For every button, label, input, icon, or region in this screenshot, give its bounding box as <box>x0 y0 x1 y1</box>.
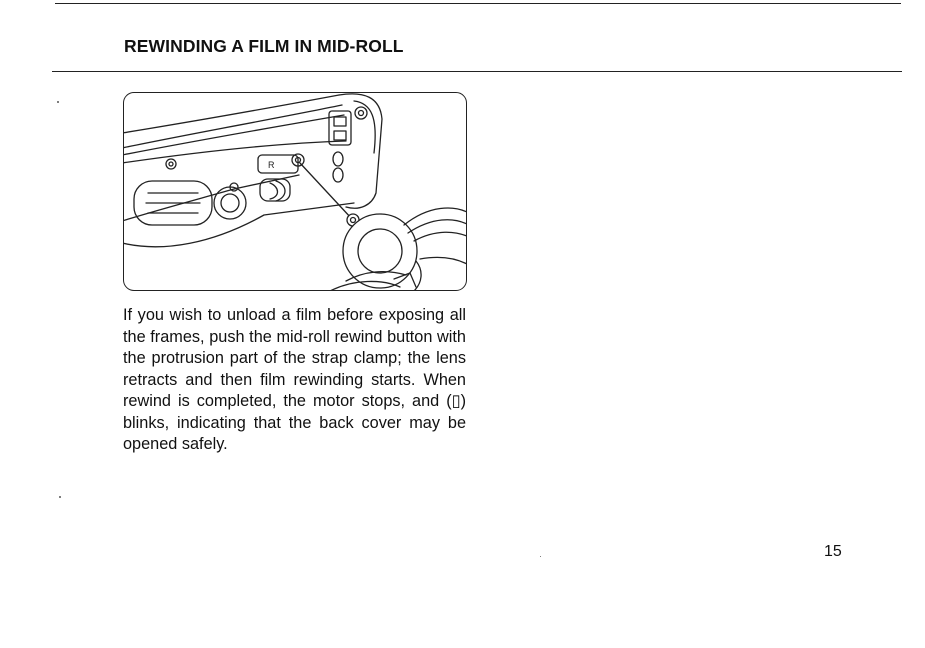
page-number: 15 <box>824 543 842 560</box>
pointer-line <box>300 163 352 219</box>
strap-cord <box>404 208 466 225</box>
camera-top-edge-inner <box>124 105 342 148</box>
tripod-screw-icon <box>355 107 367 119</box>
top-rule <box>55 3 901 4</box>
scan-speck <box>59 496 61 498</box>
section-title: REWINDING A FILM IN MID-ROLL <box>124 36 404 56</box>
camera-drawing <box>124 93 466 290</box>
scan-speck <box>540 556 541 557</box>
bottom-plate-edge <box>124 141 346 163</box>
camera-illustration <box>123 92 467 291</box>
screw-icon <box>166 159 176 169</box>
scan-speck <box>57 101 59 103</box>
instruction-paragraph: If you wish to unload a film before exposing all the frames, push the mid-roll rewind button with the protrusion part of the strap clamp; the lens retracts and then film rewinding starts. When rewind is completed, the motor stops, and (▯) blinks, indicating that the back cover may be opened safely. <box>123 306 466 453</box>
header-rule <box>52 71 902 72</box>
svg-text:R: R <box>268 160 275 170</box>
camera-top-edge <box>124 95 339 133</box>
mid-roll-rewind-button-base <box>214 187 246 219</box>
